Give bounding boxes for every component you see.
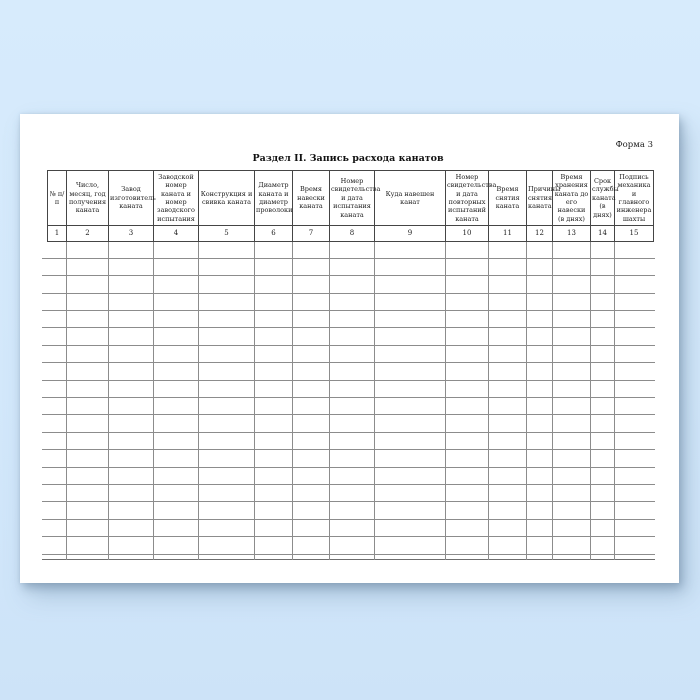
document-page <box>20 114 679 583</box>
column-number: 11 <box>489 226 527 242</box>
column-number: 1 <box>48 226 67 242</box>
empty-table-row <box>42 468 655 485</box>
empty-table-row <box>42 450 655 467</box>
column-header-npp: № п/п <box>48 171 67 226</box>
column-number: 4 <box>154 226 199 242</box>
empty-table-row <box>42 433 655 450</box>
column-header-manufacturer: Завод изготовитель каната <box>109 171 154 226</box>
column-header-service-life: Срок службы каната (в днях) <box>591 171 615 226</box>
column-number: 3 <box>109 226 154 242</box>
empty-table-row <box>42 485 655 502</box>
empty-table-row <box>42 415 655 432</box>
column-header-hanging-time: Время навески каната <box>293 171 330 226</box>
column-header-removal-reason: Причины снятия каната <box>527 171 553 226</box>
table-bottom-strip <box>42 555 655 561</box>
header-label-row <box>48 171 654 226</box>
column-number: 14 <box>591 226 615 242</box>
column-number: 8 <box>330 226 375 242</box>
column-number: 10 <box>446 226 489 242</box>
column-header-construction: Конструкция и свивка каната <box>199 171 255 226</box>
empty-table-row <box>42 381 655 398</box>
column-header-storage-time: Время хранения каната до его навески (в днях) <box>553 171 591 226</box>
empty-table-row <box>42 328 655 345</box>
empty-table-row <box>42 398 655 415</box>
column-header-diameter: Диаметр каната и диаметр проволоки <box>255 171 293 226</box>
column-header-certificate: Номер свидетельства и дата испытания каната <box>330 171 375 226</box>
column-header-where-hung: Куда навешен канат <box>375 171 446 226</box>
empty-table-row <box>42 259 655 276</box>
empty-table-row <box>42 242 655 259</box>
empty-table-row <box>42 294 655 311</box>
column-number: 7 <box>293 226 330 242</box>
column-header-signature: Подпись механика и главного инженера шахты <box>615 171 654 226</box>
column-number: 12 <box>527 226 553 242</box>
column-number: 6 <box>255 226 293 242</box>
empty-table-row <box>42 520 655 537</box>
empty-table-row <box>42 502 655 519</box>
header-number-row <box>48 226 654 242</box>
empty-table-row <box>42 537 655 554</box>
empty-table-row <box>42 311 655 328</box>
column-number: 13 <box>553 226 591 242</box>
empty-table-row <box>42 276 655 293</box>
table-header <box>47 170 654 242</box>
column-header-removal-time: Время снятия каната <box>489 171 527 226</box>
column-number: 2 <box>67 226 109 242</box>
form-number-label: Форма 3 <box>615 140 653 150</box>
column-number: 9 <box>375 226 446 242</box>
column-header-factory-number: Заводской номер каната и номер заводского испытания <box>154 171 199 226</box>
empty-table-row <box>42 363 655 380</box>
empty-table-row <box>42 346 655 363</box>
column-header-date-received: Число, месяц, год получения каната <box>67 171 109 226</box>
column-number: 15 <box>615 226 654 242</box>
page-title: Раздел II. Запись расхода канатов <box>252 153 444 164</box>
table-body-empty-rows <box>42 242 655 561</box>
column-header-retest-certificate: Номер свидетельства и дата повторных испытаний каната <box>446 171 489 226</box>
ropes-log-table <box>42 170 655 560</box>
column-number: 5 <box>199 226 255 242</box>
